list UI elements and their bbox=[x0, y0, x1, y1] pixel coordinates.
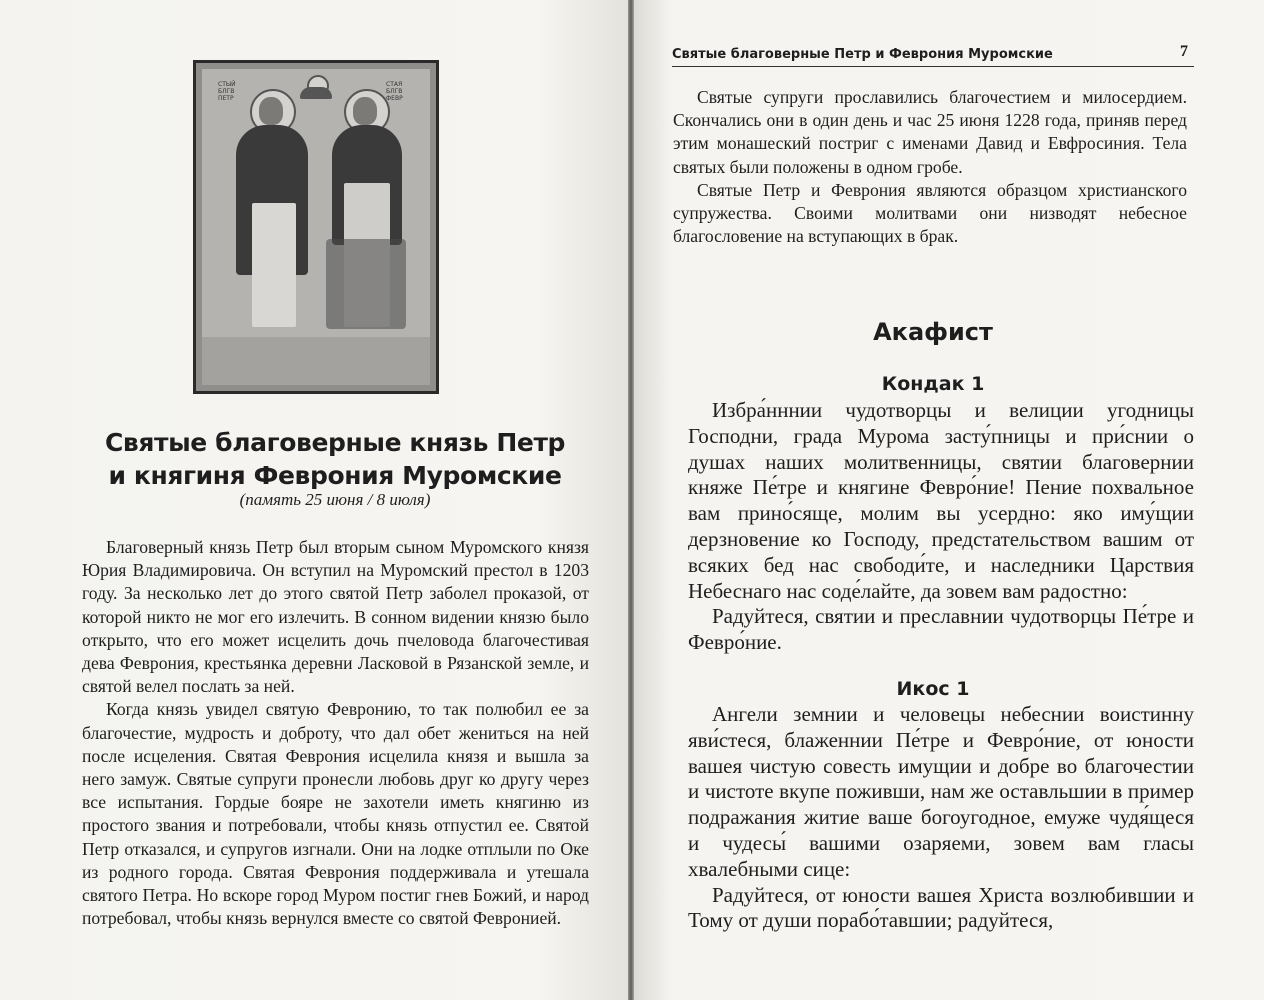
running-head bbox=[672, 42, 1194, 67]
kondak-text bbox=[688, 398, 1194, 656]
intro-text bbox=[673, 86, 1187, 248]
ikos-heading: Икос 1 bbox=[896, 678, 970, 700]
kondak-refrain: Радуйтеся, святии и преславнии чудотворцы Пе́тре и Февро́ние. bbox=[688, 604, 1194, 655]
section-title: Акафист bbox=[873, 318, 993, 346]
kondak-body: Избра́нннии чудотворцы и велиции угодницы Господни, града Мурома засту́пницы и при́снии о душах наших молитвенницы, святии благовернии княже Пе́тре и княгине Февро́ние! Пение похвальное вам прино́сяще, молим вы усердно: яко иму́щии дерзновение ко Господу, предстательством вашим от всяких бед нас свободи́те, и наследники Царствия Небеснаго нас соде́лайте, да зовем вам радостно: bbox=[688, 398, 1194, 603]
paragraph: Когда князь увидел святую Февронию, то так полюбил ее за благочестие, мудрость и доброту, что дал обет жениться на ней после исцеления. Святая Феврония исцелила князя и вышла за него замуж. Святые супруги пронесли любовь друг ко другу через все испытания. Гордые бояре не захотели иметь княгиню из простого звания и потребовали, чтобы князь отпустил ее. Святой Петр отказался, и супругов изгнали. Они на лодке отплыли по Оке из родного города. Святая Феврония поддерживала и утешала святого Петра. Но вскоре город Муром постиг гнев Божий, и народ потребовал, чтобы князь вернулся вместе со святой Февронией. bbox=[82, 699, 589, 929]
running-head-title: Святые благоверные Петр и Феврония Муромские bbox=[672, 47, 1053, 62]
ikos-refrain: Радуйтеся, от юности вашея Христа возлюбившии и Тому от души порабо́тавшии; радуйтеся, bbox=[688, 882, 1194, 933]
paragraph: Благоверный князь Петр был вторым сыном Муромского князя Юрия Владимировича. Он вступил на Муромский престол в 1203 году. За несколько лет до этого святой Петр заболел проказой, от которой никто не мог его излечить. В сонном видении князю было открыто, что его может исцелить дочь пчеловода благочестивая дева Феврония, крестьянка деревни Ласковой в Рязанской земле, и святой велел послать за ней. bbox=[82, 537, 589, 697]
left-page bbox=[0, 0, 630, 1000]
chapter-title bbox=[80, 426, 590, 492]
paragraph: Святые супруги прославились благочестием и милосердием. Скончались они в один день и час 25 июня 1228 года, приняв перед этим монашеский постриг с именами Давид и Евфросиния. Тела святых были положены в одном гробе. bbox=[673, 87, 1187, 177]
icon-saints-peter-fevronia: СТЫЙ БЛГВ ПЕТР СТАЯ БЛГВ ФЕВР bbox=[193, 60, 439, 394]
page-number: 7 bbox=[1180, 43, 1188, 60]
chapter-title-line2: и княгиня Феврония Муромские bbox=[108, 461, 562, 490]
biography-text bbox=[82, 536, 589, 930]
feast-date: (память 25 июня / 8 июля) bbox=[239, 490, 431, 509]
kondak-heading: Кондак 1 bbox=[881, 373, 985, 395]
chapter-title-line1: Святые благоверные князь Петр bbox=[104, 428, 566, 457]
ikos-text bbox=[688, 702, 1194, 934]
paragraph: Святые Петр и Феврония являются образцом христианского супружества. Своими молитвами они низводят небесное благословение на вступающих в брак. bbox=[673, 179, 1187, 247]
ikos-body: Ангели земнии и человецы небеснии воистинну яви́стеся, блаженнии Пе́тре и Февро́ние, от юности вашея чистую совесть имущии и добре во благочестии и чистоте вкупе поживши, нам же оставльшии в пример подражания житие ваше богоугодное, емуже чудя́щеся и чудесы́ вашими озаряеми, зовем вам гласы хвалебными сице: bbox=[688, 702, 1194, 881]
